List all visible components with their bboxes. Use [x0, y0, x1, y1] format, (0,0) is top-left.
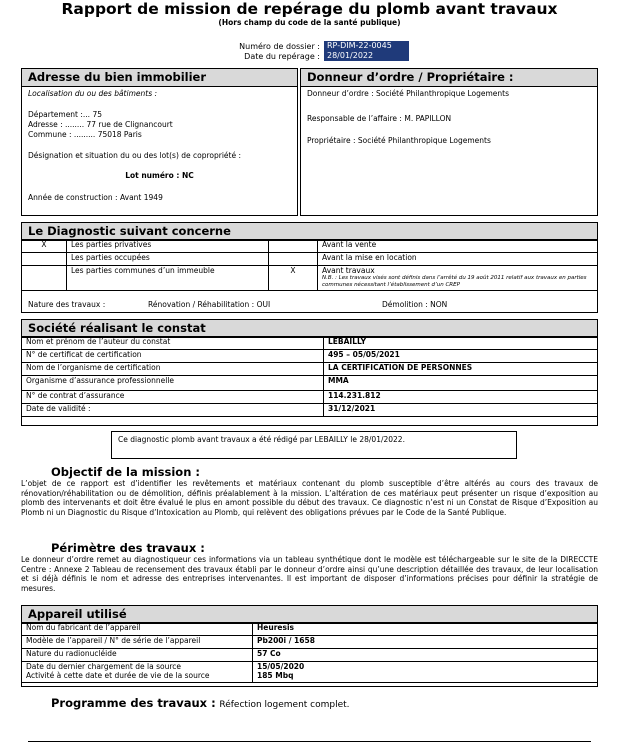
page-subtitle: (Hors champ du code de la santé publique) — [218, 18, 401, 27]
societe-value: 31/12/2021 — [324, 404, 598, 417]
diag-label2: Avant la vente — [318, 240, 598, 253]
societe-label: Organisme d’assurance professionnelle — [22, 376, 324, 391]
societe-value: LEBAILLY — [324, 337, 598, 350]
date-label: Date du repérage : — [244, 51, 320, 61]
responsable-affaire: Responsable de l’affaire : M. PAPILLON — [307, 114, 452, 123]
diag-note: N.B. : Les travaux visés sont définis dans l’arrêté du 19 août 2011 relatif aux travaux en parties communes nécessitant l’établissement d’un CREP — [322, 275, 587, 288]
diag-mark2: X — [269, 266, 318, 291]
appareil-value: Heuresis — [253, 623, 598, 636]
page-title: Rapport de mission de repérage du plomb avant travaux — [61, 0, 558, 18]
nature-label: Nature des travaux : — [28, 300, 106, 309]
localisation-label: Localisation du ou des bâtiments : — [28, 89, 158, 98]
donneur-section — [300, 68, 598, 216]
appareil-value: Pb200i / 1658 — [253, 636, 598, 649]
table-row — [22, 253, 598, 266]
table-row — [22, 240, 598, 253]
diagnostic-title: Le Diagnostic suivant concerne — [22, 223, 597, 241]
table-row — [22, 391, 598, 404]
diag-mark — [22, 253, 67, 266]
date-row — [170, 51, 409, 61]
date-value: 28/01/2022 — [324, 51, 409, 61]
table-row — [22, 376, 598, 391]
societe-label: N° de certificat de certification — [22, 350, 324, 363]
proprietaire: Propriétaire : Société Philanthropique Logements — [307, 136, 491, 145]
appareil-value: 57 Co — [253, 649, 598, 662]
table-row — [22, 636, 598, 649]
nature-value: Rénovation / Réhabilitation : OUI — [148, 300, 271, 309]
table-row — [22, 337, 598, 350]
societe-value: 495 – 05/05/2021 — [324, 350, 598, 363]
annee-construction: Année de construction : Avant 1949 — [28, 193, 163, 202]
programme-text: Réfection logement complet. — [219, 700, 350, 710]
societe-label: N° de contrat d’assurance — [22, 391, 324, 404]
appareil-source-values — [253, 662, 598, 683]
diag-mark — [22, 266, 67, 291]
table-row — [22, 662, 598, 683]
date-chargement-value: 15/05/2020 — [257, 662, 305, 671]
diag-mark2 — [269, 240, 318, 253]
diagnostic-section — [21, 222, 598, 313]
table-row — [22, 404, 598, 417]
diag-label: Les parties privatives — [67, 240, 269, 253]
table-row — [22, 363, 598, 376]
diag-label2: Avant travaux — [322, 266, 375, 275]
societe-value: MMA — [324, 376, 598, 391]
societe-section — [21, 319, 598, 426]
objectif-title: Objectif de la mission : — [51, 465, 201, 479]
lot-number: Lot numéro : NC — [125, 171, 194, 180]
appareil-table — [21, 622, 598, 683]
diag-label: Les parties communes d’un immeuble — [67, 266, 269, 291]
diag-label: Les parties occupées — [67, 253, 269, 266]
footer-rule — [28, 741, 591, 742]
adresse-title: Adresse du bien immobilier — [22, 69, 297, 87]
programme-line — [51, 696, 350, 710]
appareil-label: Nature du radionucléide — [22, 649, 253, 662]
demolition: Démolition : NON — [382, 300, 448, 309]
adresse-line: Adresse : ........ 77 rue de Clignancourt — [28, 120, 173, 129]
date-chargement-label: Date du dernier chargement de la source — [26, 662, 181, 671]
diagnostic-table — [21, 239, 598, 291]
objectif-text: L’objet de ce rapport est d’identifier les revêtements et matériaux contenant du plomb susceptible d’être altérés au cours des travaux de rénovation/réhabilitation ou de démolition, définis préalablement à la mission. L’altération de ces matériaux peut présenter un risque d’exposition au plomb des intervenants et doit être évalué le plus en amont possible du début des travaux. Ce diagnostic n’est ni un Constat de Risque d’Exposition au Plomb ni un Diagnostic du Risque d’Intoxication au Plomb, qui relèvent des obligations prévues par le Code de la Santé Publique. — [21, 479, 598, 517]
table-row — [22, 649, 598, 662]
redaction-text: Ce diagnostic plomb avant travaux a été rédigé par LEBAILLY le 28/01/2022. — [118, 435, 405, 444]
appareil-section — [21, 605, 598, 687]
departement: Département :... 75 — [28, 110, 102, 119]
donneur-title: Donneur d’ordre / Propriétaire : — [301, 69, 597, 87]
appareil-label: Nom du fabricant de l’appareil — [22, 623, 253, 636]
perimetre-text: Le donneur d’ordre remet au diagnostiqueur ces informations via un tableau synthétique dont le modèle est téléchargeable sur le site de la DIRECCTE Centre : Annexe 2 Tableau de recensement des travaux établi par le donneur d’ordre ainsi qu’une description détaillée des travaux, de leur localisation et si déjà définis le nom et adresse des entreprises intervenantes. Il est important de disposer d’informations précises pour définir la stratégie de mesures. — [21, 555, 598, 593]
adresse-section — [21, 68, 298, 216]
diag-mark2 — [269, 253, 318, 266]
diag-avant-travaux-cell — [318, 266, 598, 291]
diag-label2: Avant la mise en location — [318, 253, 598, 266]
appareil-label: Modèle de l’appareil / N° de série de l’appareil — [22, 636, 253, 649]
societe-label: Date de validité : — [22, 404, 324, 417]
societe-label: Nom de l’organisme de certification — [22, 363, 324, 376]
societe-value: 114.231.812 — [324, 391, 598, 404]
societe-label: Nom et prénom de l’auteur du constat — [22, 337, 324, 350]
programme-title: Programme des travaux : — [51, 696, 216, 710]
appareil-title: Appareil utilisé — [22, 606, 597, 624]
dossier-value: RP-DIM-22-0045 — [324, 41, 409, 51]
activite-label: Activité à cette date et durée de vie de la source — [26, 671, 210, 680]
appareil-source-labels — [22, 662, 253, 683]
perimetre-title: Périmètre des travaux : — [51, 541, 205, 555]
table-row — [22, 350, 598, 363]
designation-label: Désignation et situation du ou des lot(s) de copropriété : — [28, 151, 242, 160]
diag-mark: X — [22, 240, 67, 253]
table-row — [22, 623, 598, 636]
commune: Commune : ......... 75018 Paris — [28, 130, 142, 139]
table-row — [22, 266, 598, 291]
societe-title: Société réalisant le constat — [22, 320, 597, 338]
dossier-row — [170, 41, 409, 51]
dossier-label: Numéro de dossier : — [239, 41, 320, 51]
activite-value: 185 Mbq — [257, 671, 294, 680]
donneur-ordre: Donneur d’ordre : Société Philanthropique Logements — [307, 89, 509, 98]
societe-table — [21, 336, 598, 417]
societe-value: LA CERTIFICATION DE PERSONNES — [324, 363, 598, 376]
redaction-box — [111, 431, 517, 459]
